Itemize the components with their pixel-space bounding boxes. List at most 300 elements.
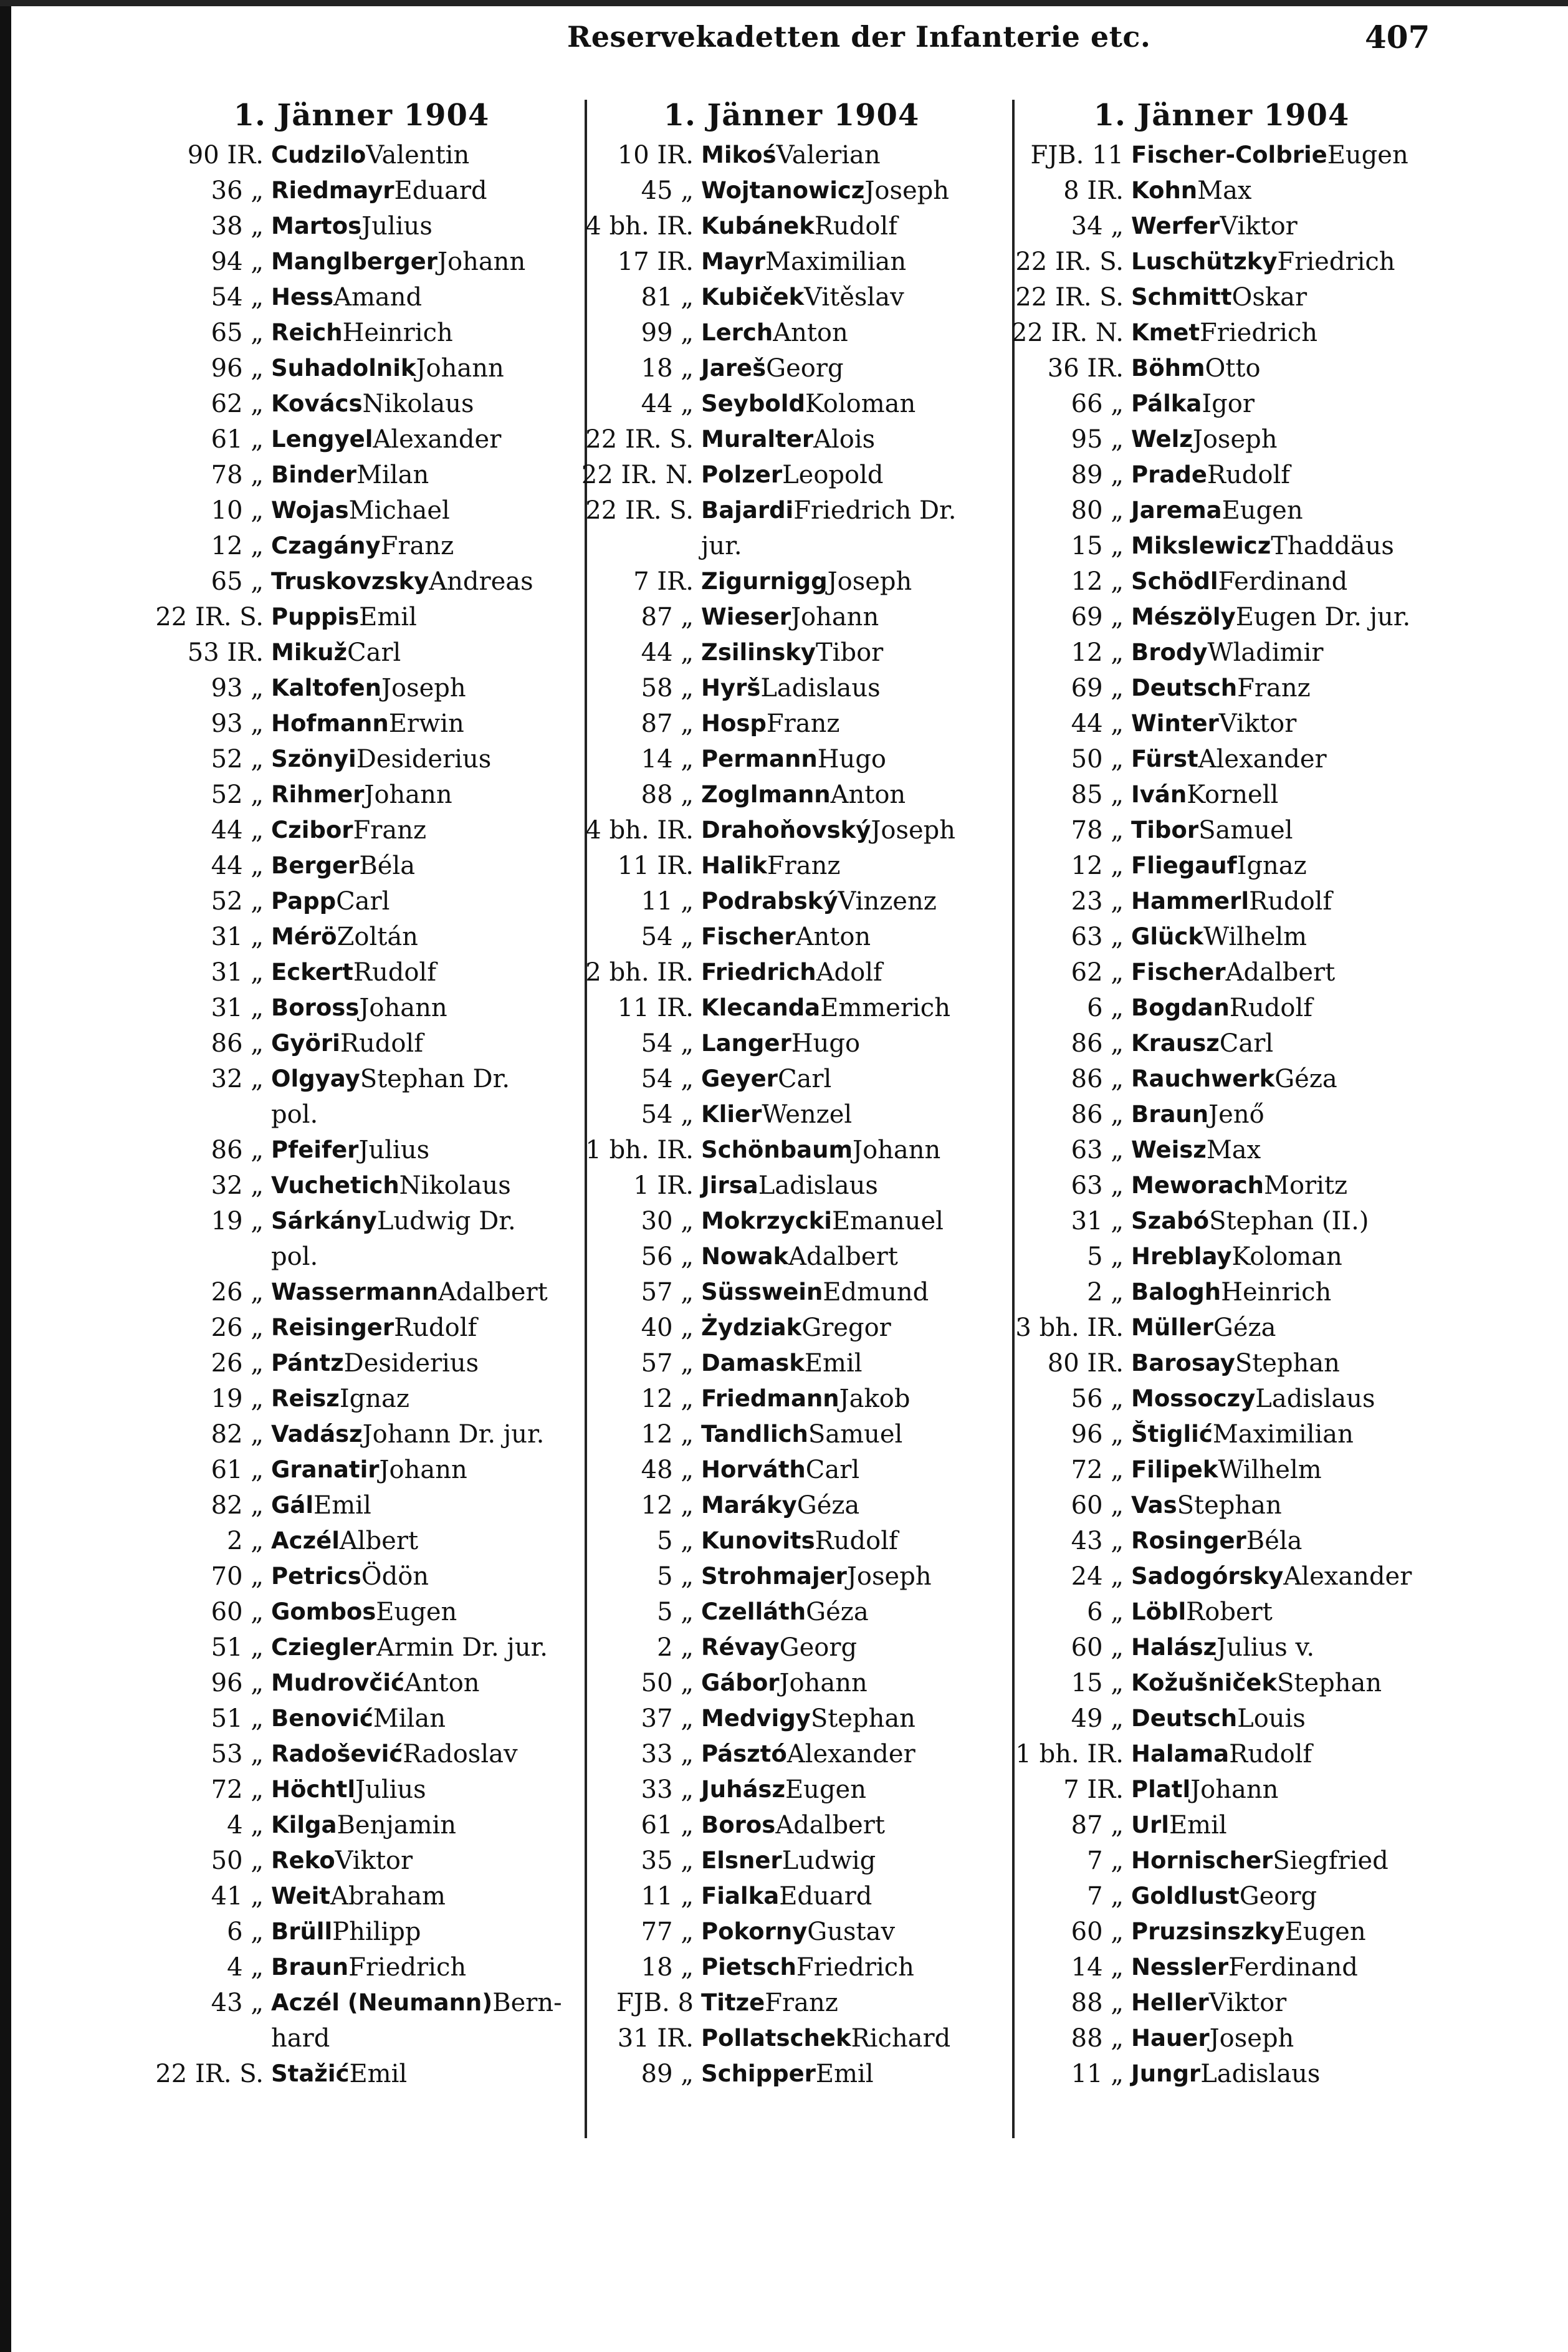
surname: Halász	[1131, 1634, 1217, 1661]
unit-designation: 11 IR.	[617, 993, 694, 1022]
given-name: Heinrich	[342, 318, 453, 347]
surname: Pántz	[271, 1350, 344, 1376]
unit-designation: 58 „	[641, 673, 694, 703]
unit-designation: 86 „	[1071, 1064, 1124, 1093]
surname: Mudrovčić	[271, 1669, 404, 1696]
unit-designation: 60 „	[1071, 1633, 1124, 1662]
surname: Riedmayr	[271, 177, 394, 204]
unit-designation: 51 „	[211, 1704, 264, 1733]
unit-designation: 88 „	[641, 780, 694, 809]
list-item	[573, 1381, 1010, 1416]
continuation-text: pol.	[271, 1242, 318, 1271]
surname: Fischer	[701, 923, 796, 950]
surname: Mossoczy	[1131, 1385, 1256, 1412]
surname: Vuchetich	[271, 1172, 399, 1199]
surname: Seybold	[701, 390, 805, 417]
list-item	[143, 706, 580, 741]
list-item	[573, 244, 1010, 279]
given-name: Johann	[853, 1135, 941, 1164]
list-item	[143, 1594, 580, 1630]
list-item	[1003, 1949, 1440, 1985]
unit-designation: 5 „	[657, 1526, 694, 1555]
surname: Permann	[701, 746, 818, 772]
list-item	[573, 1594, 1010, 1630]
surname: Lerch	[701, 319, 773, 346]
surname: Friedrich	[701, 959, 816, 986]
given-name: Alexander	[1198, 744, 1327, 774]
surname: Friedmann	[701, 1385, 839, 1412]
given-name: Carl	[347, 638, 401, 667]
given-name: Stephan	[1277, 1668, 1382, 1697]
surname: Wojas	[271, 497, 349, 524]
given-name: Joseph	[864, 176, 950, 205]
unit-designation: 12 „	[641, 1384, 694, 1413]
surname: Gál	[271, 1492, 314, 1519]
given-name: Johann	[359, 993, 447, 1022]
surname: Langer	[701, 1030, 791, 1057]
list-item	[1003, 1701, 1440, 1736]
given-name: Wilhelm	[1218, 1455, 1322, 1484]
unit-designation: 31 „	[211, 922, 264, 951]
list-item	[573, 173, 1010, 208]
given-name: Stephan Dr.	[360, 1064, 510, 1093]
given-name: Ferdinand	[1218, 567, 1348, 596]
given-name: Julius v.	[1217, 1633, 1315, 1662]
given-name: Max	[1197, 176, 1252, 205]
list-item	[143, 350, 580, 386]
list-item	[1003, 564, 1440, 599]
surname: Kovács	[271, 390, 363, 417]
unit-designation: 22 IR. S.	[585, 496, 694, 525]
given-name: Joseph	[871, 815, 956, 845]
given-name: Nikolaus	[362, 389, 474, 418]
given-name: Friedrich	[796, 1952, 914, 1982]
given-name: Géza	[1274, 1064, 1337, 1093]
given-name: Ignaz	[339, 1384, 409, 1413]
list-item	[1003, 812, 1440, 848]
list-item	[573, 1452, 1010, 1487]
given-name: Georg	[766, 353, 844, 383]
unit-designation: 96 „	[1071, 1419, 1124, 1449]
surname: Balogh	[1131, 1279, 1221, 1305]
given-name: Michael	[348, 496, 450, 525]
unit-designation: 63 „	[1071, 922, 1124, 951]
list-item	[1003, 279, 1440, 315]
unit-designation: 5 „	[1087, 1242, 1124, 1271]
given-name: Géza	[1213, 1313, 1276, 1342]
given-name: Friedrich	[1200, 318, 1318, 347]
surname: Mikuž	[271, 639, 347, 666]
list-item	[573, 1558, 1010, 1594]
list-item	[573, 1132, 1010, 1168]
unit-designation: 80 „	[1071, 496, 1124, 525]
list-item	[573, 1523, 1010, 1558]
given-name: Adalbert	[775, 1810, 885, 1840]
list-item	[1003, 2056, 1440, 2091]
unit-designation: 18 „	[641, 1952, 694, 1982]
unit-designation: 69 „	[1071, 602, 1124, 631]
given-name: Rudolf	[340, 1029, 424, 1058]
surname: Czagány	[271, 532, 381, 559]
list-item	[143, 564, 580, 599]
given-name: Rudolf	[1229, 993, 1313, 1022]
given-name: Viktor	[335, 1846, 413, 1875]
surname: Medvigy	[701, 1705, 811, 1732]
surname: Pálka	[1131, 390, 1202, 417]
given-name: Eugen	[785, 1775, 866, 1804]
given-name: Andreas	[429, 567, 533, 596]
given-name: Johann Dr. jur.	[362, 1419, 545, 1449]
list-item	[143, 1949, 580, 1985]
list-item	[143, 1878, 580, 1914]
list-item	[143, 1701, 580, 1736]
list-item	[1003, 457, 1440, 492]
unit-designation: 62 „	[1071, 958, 1124, 987]
list-item	[573, 386, 1010, 421]
unit-designation: 50 „	[1071, 744, 1124, 774]
list-item	[143, 1452, 580, 1487]
list-item	[1003, 315, 1440, 350]
unit-designation: 87 „	[1071, 1810, 1124, 1840]
given-name: Moritz	[1264, 1171, 1348, 1200]
list-item	[573, 1736, 1010, 1772]
surname: Deutsch	[1131, 1705, 1238, 1732]
given-name: Rudolf	[353, 958, 437, 987]
unit-designation: 8 IR.	[1063, 176, 1124, 205]
unit-designation: 2 „	[1087, 1277, 1124, 1307]
unit-designation: 10 IR.	[617, 140, 694, 170]
surname: Brüll	[271, 1918, 333, 1945]
unit-designation: 23 „	[1071, 886, 1124, 916]
list-item	[573, 1097, 1010, 1132]
given-name: Valerian	[776, 140, 881, 170]
unit-designation: 44 „	[211, 851, 264, 880]
surname: Zsilinsky	[701, 639, 816, 666]
surname: Györi	[271, 1030, 340, 1057]
list-item	[143, 208, 580, 244]
given-name: Carl	[805, 1455, 860, 1484]
list-item	[1003, 492, 1440, 528]
unit-designation: 37 „	[641, 1704, 694, 1733]
given-name: Adalbert	[1225, 958, 1336, 987]
list-item	[1003, 1807, 1440, 1843]
given-name: Philipp	[332, 1917, 421, 1946]
surname: Reich	[271, 319, 343, 346]
surname: Jarema	[1131, 497, 1222, 524]
list-item	[573, 457, 1010, 492]
unit-designation: 4 „	[227, 1952, 264, 1982]
given-name: Eugen	[1221, 496, 1303, 525]
unit-designation: 32 „	[211, 1064, 264, 1093]
unit-designation: 63 „	[1071, 1171, 1124, 1200]
unit-designation: 12 „	[1071, 851, 1124, 880]
surname: Schipper	[701, 2060, 816, 2087]
list-item	[573, 812, 1010, 848]
list-item	[573, 2020, 1010, 2056]
unit-designation: 66 „	[1071, 389, 1124, 418]
surname: Reisinger	[271, 1314, 394, 1341]
surname: Bogdan	[1131, 994, 1230, 1021]
unit-designation: 54 „	[641, 922, 694, 951]
list-item	[573, 1274, 1010, 1310]
unit-designation: 69 „	[1071, 673, 1124, 703]
surname: Podrabský	[701, 888, 838, 914]
given-name: Johann	[437, 247, 526, 276]
surname: Luschützky	[1131, 248, 1278, 275]
surname: Kubánek	[701, 213, 815, 239]
surname: Schönbaum	[701, 1136, 853, 1163]
surname: Hornischer	[1131, 1847, 1273, 1874]
surname: Benović	[271, 1705, 373, 1732]
given-name: Jenő	[1208, 1100, 1264, 1129]
list-item	[1003, 1772, 1440, 1807]
given-name: Kornell	[1187, 780, 1279, 809]
given-name: Ferdinand	[1228, 1952, 1358, 1982]
list-item	[1003, 2020, 1440, 2056]
given-name: Johann	[416, 353, 504, 383]
surname: Fürst	[1131, 746, 1198, 772]
given-name: Thaddäus	[1271, 531, 1394, 560]
unit-designation: 5 „	[657, 1562, 694, 1591]
given-name: Milan	[356, 460, 429, 489]
unit-designation: 33 „	[641, 1739, 694, 1769]
list-item	[1003, 1843, 1440, 1878]
unit-designation: 45 „	[641, 176, 694, 205]
given-name: Géza	[796, 1490, 860, 1520]
unit-designation: 93 „	[211, 709, 264, 738]
list-item	[143, 670, 580, 706]
list-item	[143, 1487, 580, 1523]
list-item	[573, 599, 1010, 635]
surname: Elsner	[701, 1847, 782, 1874]
surname: Cudzilo	[271, 142, 366, 168]
given-name: Eugen	[1284, 1917, 1366, 1946]
list-item	[143, 954, 580, 990]
list-item	[573, 635, 1010, 670]
surname: Juhász	[701, 1776, 785, 1803]
column-1	[143, 94, 580, 2091]
list-item	[1003, 1345, 1440, 1381]
given-name: Alexander	[1283, 1562, 1412, 1591]
list-item	[143, 2056, 580, 2091]
list-item-continuation	[143, 1239, 580, 1274]
list-item	[1003, 635, 1440, 670]
unit-designation: 2 „	[657, 1633, 694, 1662]
surname: Meworach	[1131, 1172, 1264, 1199]
surname: Rihmer	[271, 781, 365, 808]
unit-designation: 62 „	[211, 389, 264, 418]
column-2	[573, 94, 1010, 2091]
surname: Nessler	[1131, 1954, 1229, 1980]
surname: Pfeifer	[271, 1136, 359, 1163]
surname: Mikoś	[701, 142, 777, 168]
unit-designation: 22 IR. S.	[155, 602, 264, 631]
surname: Mérö	[271, 923, 337, 950]
list-item	[143, 848, 580, 883]
unit-designation: 54 „	[641, 1064, 694, 1093]
unit-designation: 26 „	[211, 1313, 264, 1342]
surname: Wassermann	[271, 1279, 439, 1305]
given-name: Franz	[765, 1988, 838, 2017]
list-item	[573, 741, 1010, 777]
unit-designation: 96 „	[211, 353, 264, 383]
list-item	[1003, 706, 1440, 741]
list-item	[143, 1203, 580, 1239]
surname: Boros	[701, 1812, 776, 1838]
list-item	[1003, 137, 1440, 173]
unit-designation: 35 „	[641, 1846, 694, 1875]
given-name: Rudolf	[814, 211, 898, 241]
unit-designation: 78 „	[211, 460, 264, 489]
surname: Radošević	[271, 1740, 403, 1767]
unit-designation: 4 bh. IR.	[585, 211, 694, 241]
list-item	[143, 1274, 580, 1310]
list-item	[143, 599, 580, 635]
given-name: Vinzenz	[838, 886, 937, 916]
list-item	[1003, 386, 1440, 421]
surname: Werfer	[1131, 213, 1220, 239]
given-name: Igor	[1202, 389, 1255, 418]
unit-designation: 34 „	[1071, 211, 1124, 241]
list-item	[143, 1985, 580, 2020]
unit-designation: 31 IR.	[617, 2023, 694, 2053]
list-item	[573, 1168, 1010, 1203]
surname: Weisz	[1131, 1136, 1207, 1163]
surname: Kunovits	[701, 1527, 815, 1554]
surname: Goldlust	[1131, 1883, 1240, 1909]
list-item	[573, 883, 1010, 919]
given-name: Rudolf	[1249, 886, 1332, 916]
given-name: Desiderius	[356, 744, 492, 774]
given-name: Georg	[779, 1633, 858, 1662]
given-name: Koloman	[805, 389, 916, 418]
unit-designation: FJB. 11	[1030, 140, 1124, 170]
unit-designation: 36 „	[211, 176, 264, 205]
given-name: Hugo	[791, 1029, 861, 1058]
given-name: Viktor	[1218, 709, 1297, 738]
surname: Geyer	[701, 1065, 778, 1092]
surname: Cziegler	[271, 1634, 376, 1661]
list-item	[1003, 1630, 1440, 1665]
unit-designation: 43 „	[1071, 1526, 1124, 1555]
given-name: Maximilian	[1212, 1419, 1354, 1449]
given-name: Joseph	[381, 673, 466, 703]
surname: Zigurnigg	[701, 568, 828, 595]
list-item	[573, 1487, 1010, 1523]
unit-designation: 11 „	[641, 1881, 694, 1911]
unit-designation: 61 „	[211, 1455, 264, 1484]
list-item	[143, 386, 580, 421]
list-item	[1003, 848, 1440, 883]
given-name: Julius	[358, 1135, 430, 1164]
list-item	[143, 777, 580, 812]
list-item	[1003, 1736, 1440, 1772]
given-name: Koloman	[1231, 1242, 1342, 1271]
given-name: Heinrich	[1221, 1277, 1332, 1307]
list-item	[143, 1630, 580, 1665]
surname: Olgyay	[271, 1065, 360, 1092]
list-item	[1003, 173, 1440, 208]
unit-designation: 82 „	[211, 1490, 264, 1520]
list-item	[573, 1949, 1010, 1985]
list-item	[143, 1132, 580, 1168]
list-item-continuation	[573, 528, 1010, 564]
list-item	[143, 1523, 580, 1558]
unit-designation: 2 bh. IR.	[585, 958, 694, 987]
given-name: Anton	[795, 922, 871, 951]
unit-designation: 52 „	[211, 886, 264, 916]
unit-designation: 10 „	[211, 496, 264, 525]
unit-designation: 53 IR.	[187, 638, 264, 667]
list-item	[143, 528, 580, 564]
surname: Vadász	[271, 1421, 363, 1447]
unit-designation: 44 „	[641, 389, 694, 418]
surname: Polzer	[701, 461, 783, 488]
unit-designation: 6 „	[1087, 993, 1124, 1022]
list-item	[143, 279, 580, 315]
unit-designation: 11 IR.	[617, 851, 694, 880]
surname: Heller	[1131, 1989, 1209, 2016]
given-name: Viktor	[1220, 211, 1298, 241]
scan-edge	[0, 0, 11, 2352]
column-date-heading: 1. Jänner 1904	[233, 98, 490, 133]
list-item	[143, 1381, 580, 1416]
surname: Horváth	[701, 1456, 806, 1483]
unit-designation: 4 bh. IR.	[585, 815, 694, 845]
list-item	[1003, 883, 1440, 919]
given-name: Siegfried	[1273, 1846, 1389, 1875]
unit-designation: 57 „	[641, 1277, 694, 1307]
unit-designation: 12 „	[641, 1490, 694, 1520]
given-name: Anton	[773, 318, 848, 347]
given-name: Joseph	[827, 567, 912, 596]
list-item	[573, 1416, 1010, 1452]
list-item	[1003, 1132, 1440, 1168]
surname: Papp	[271, 888, 337, 914]
given-name: Carl	[336, 886, 390, 916]
given-name: Alexander	[786, 1739, 915, 1769]
unit-designation: 70 „	[211, 1562, 264, 1591]
surname: Fliegauf	[1131, 852, 1237, 879]
list-item	[1003, 777, 1440, 812]
column-date-heading: 1. Jänner 1904	[663, 98, 920, 133]
unit-designation: 89 „	[641, 2059, 694, 2088]
list-item	[143, 1310, 580, 1345]
list-item	[1003, 1274, 1440, 1310]
unit-designation: 1 IR.	[633, 1171, 694, 1200]
surname: Muralter	[701, 426, 814, 453]
given-name: Ladislaus	[760, 673, 881, 703]
unit-designation: 38 „	[211, 211, 264, 241]
given-name: Ödön	[361, 1562, 429, 1591]
surname: Pásztó	[701, 1740, 787, 1767]
unit-designation: 95 „	[1071, 425, 1124, 454]
given-name: Benjamin	[337, 1810, 457, 1840]
unit-designation: 22 IR. S.	[1015, 282, 1124, 312]
list-item	[143, 812, 580, 848]
unit-designation: 22 IR. S.	[155, 2059, 264, 2088]
list-item	[143, 1736, 580, 1772]
given-name: Oskar	[1231, 282, 1307, 312]
given-name: Alois	[813, 425, 876, 454]
surname: Martos	[271, 213, 362, 239]
list-item	[1003, 244, 1440, 279]
surname: Brody	[1131, 639, 1208, 666]
given-name: Robert	[1186, 1597, 1273, 1626]
surname: Halik	[701, 852, 767, 879]
list-item	[1003, 1487, 1440, 1523]
unit-designation: 24 „	[1071, 1562, 1124, 1591]
